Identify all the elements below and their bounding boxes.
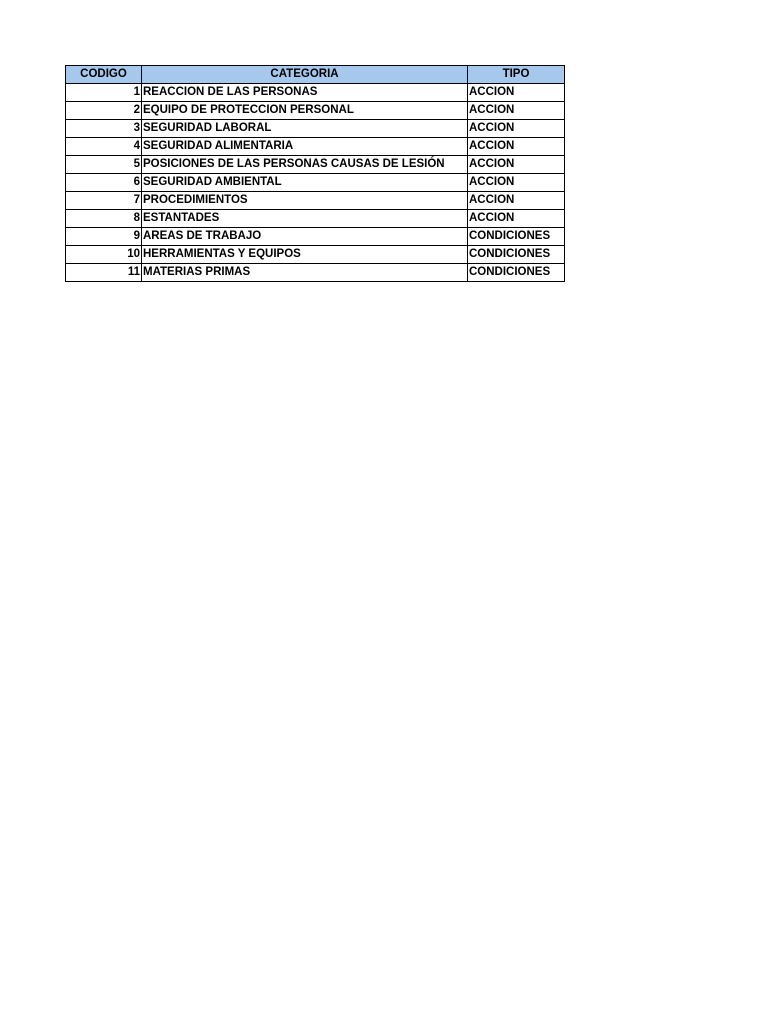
table-row (66, 174, 565, 192)
table-row (66, 192, 565, 210)
table-row (66, 84, 565, 102)
table-row (66, 138, 565, 156)
column-header-type: TIPO (468, 66, 565, 84)
cell-type: ACCION (468, 174, 565, 192)
cell-code: 5 (66, 156, 142, 174)
table-row (66, 156, 565, 174)
cell-category: ESTANTADES (142, 210, 468, 228)
table-header (66, 66, 565, 84)
cell-code: 1 (66, 84, 142, 102)
cell-type: ACCION (468, 102, 565, 120)
table-row (66, 210, 565, 228)
column-header-code: CODIGO (66, 66, 142, 84)
cell-type: ACCION (468, 138, 565, 156)
cell-code: 7 (66, 192, 142, 210)
cell-category: HERRAMIENTAS Y EQUIPOS (142, 246, 468, 264)
cell-code: 4 (66, 138, 142, 156)
cell-category: POSICIONES DE LAS PERSONAS CAUSAS DE LESIÓN (142, 156, 468, 174)
cell-category: SEGURIDAD ALIMENTARIA (142, 138, 468, 156)
cell-code: 3 (66, 120, 142, 138)
cell-category: AREAS DE TRABAJO (142, 228, 468, 246)
cell-category: REACCION DE LAS PERSONAS (142, 84, 468, 102)
table-row (66, 102, 565, 120)
cell-category: SEGURIDAD LABORAL (142, 120, 468, 138)
cell-code: 9 (66, 228, 142, 246)
cell-category: SEGURIDAD AMBIENTAL (142, 174, 468, 192)
cell-type: ACCION (468, 210, 565, 228)
cell-type: CONDICIONES (468, 264, 565, 282)
cell-code: 6 (66, 174, 142, 192)
cell-category: MATERIAS PRIMAS (142, 264, 468, 282)
table-body (66, 84, 565, 282)
table-row (66, 246, 565, 264)
cell-code: 8 (66, 210, 142, 228)
column-header-category: CATEGORIA (142, 66, 468, 84)
table-row (66, 228, 565, 246)
category-table (65, 65, 565, 282)
cell-code: 2 (66, 102, 142, 120)
cell-type: ACCION (468, 156, 565, 174)
header-row (66, 66, 565, 84)
cell-category: PROCEDIMIENTOS (142, 192, 468, 210)
cell-code: 11 (66, 264, 142, 282)
cell-type: CONDICIONES (468, 228, 565, 246)
table-row (66, 264, 565, 282)
cell-type: ACCION (468, 192, 565, 210)
cell-code: 10 (66, 246, 142, 264)
cell-type: CONDICIONES (468, 246, 565, 264)
table-row (66, 120, 565, 138)
cell-type: ACCION (468, 84, 565, 102)
cell-category: EQUIPO DE PROTECCION PERSONAL (142, 102, 468, 120)
cell-type: ACCION (468, 120, 565, 138)
